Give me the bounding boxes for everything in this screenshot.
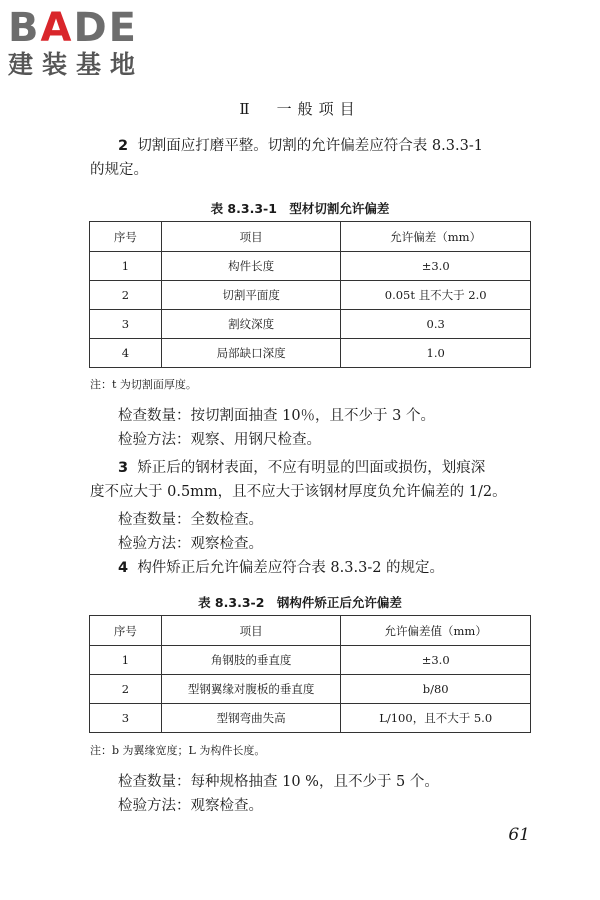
table-cell: 3 (90, 310, 162, 339)
table-1-caption: 表 8.3.3-1 型材切割允许偏差 (210, 201, 390, 216)
page-number: 61 (508, 825, 530, 845)
table-cell: 1.0 (341, 339, 531, 368)
logo-letter-a: A (40, 5, 74, 51)
table-cell: 2 (90, 281, 162, 310)
paragraph-4-text: 构件矫正后允许偏差应符合表 8.3.3-2 的规定。 (137, 560, 445, 576)
paragraph-3-number: 3 (118, 460, 129, 476)
table-1 (89, 221, 531, 368)
table-cell: ±3.0 (341, 252, 531, 281)
table-2-caption: 表 8.3.3-2 钢构件矫正后允许偏差 (198, 595, 402, 610)
check-quantity-2: 检查数量：全数检查。 (118, 512, 263, 528)
table-cell: L/100，且不大于 5.0 (341, 704, 531, 733)
table-cell: 4 (90, 339, 162, 368)
table-2-header-row (90, 616, 531, 646)
check-quantity-3: 检查数量：每种规格抽查 10 %，且不少于 5 个。 (118, 774, 439, 790)
section-title: Ⅱ 一般项目 (239, 100, 361, 118)
table-row (90, 281, 531, 310)
table-2-header-tolerance: 允许偏差值（mm） (341, 616, 531, 646)
check-quantity-1: 检查数量：按切割面抽查 10％，且不少于 3 个。 (118, 408, 436, 424)
table-row (90, 252, 531, 281)
paragraph-3 (90, 456, 560, 504)
table-cell: ±3.0 (341, 646, 531, 675)
table-1-header-no: 序号 (90, 222, 162, 252)
paragraph-2-text: 切割面应打磨平整。切割的允许偏差应符合表 8.3.3-1 (137, 138, 483, 154)
paragraph-4-number: 4 (118, 560, 129, 576)
table-row (90, 675, 531, 704)
paragraph-4 (90, 556, 560, 580)
brand-logo (8, 6, 178, 80)
table-1-header-item: 项目 (161, 222, 341, 252)
table-2-header-no: 序号 (90, 616, 162, 646)
table-cell: 3 (90, 704, 162, 733)
table-cell: b/80 (341, 675, 531, 704)
table-1-header-tolerance: 允许偏差（mm） (341, 222, 531, 252)
table-2 (89, 615, 531, 733)
check-block-3 (90, 770, 560, 818)
table-cell: 型钢弯曲失高 (161, 704, 341, 733)
table-cell: 2 (90, 675, 162, 704)
table-row (90, 310, 531, 339)
table-1-header-row (90, 222, 531, 252)
table-cell: 角钢肢的垂直度 (161, 646, 341, 675)
table-1-note: 注：t 为切割面厚度。 (90, 378, 197, 391)
table-cell: 0.05t 且不大于 2.0 (341, 281, 531, 310)
table-cell: 1 (90, 646, 162, 675)
table-cell: 切割平面度 (161, 281, 341, 310)
check-block-2 (90, 508, 560, 556)
paragraph-3-text-cont: 度不应大于 0.5mm，且不应大于该钢材厚度负允许偏差的 1/2。 (90, 484, 507, 500)
logo-letter-b: B (8, 5, 41, 51)
table-2-header-item: 项目 (161, 616, 341, 646)
table-cell: 割纹深度 (161, 310, 341, 339)
check-method-2: 检验方法：观察检查。 (118, 536, 263, 552)
table-row (90, 646, 531, 675)
logo-subtitle: 建装基地 (8, 50, 145, 79)
logo-wordmark (8, 6, 178, 50)
table-row (90, 704, 531, 733)
table-cell: 局部缺口深度 (161, 339, 341, 368)
table-cell: 1 (90, 252, 162, 281)
check-method-3: 检验方法：观察检查。 (118, 798, 263, 814)
check-method-1: 检验方法：观察、用钢尺检查。 (118, 432, 321, 448)
paragraph-2-number: 2 (118, 138, 129, 154)
logo-letters-de: DE (73, 5, 138, 51)
table-2-note: 注：b 为翼缘宽度；L 为构件长度。 (90, 744, 266, 757)
paragraph-3-text: 矫正后的钢材表面，不应有明显的凹面或损伤，划痕深 (137, 460, 486, 476)
paragraph-2 (90, 134, 560, 182)
table-cell: 0.3 (341, 310, 531, 339)
table-cell: 构件长度 (161, 252, 341, 281)
table-cell: 型钢翼缘对腹板的垂直度 (161, 675, 341, 704)
check-block-1 (90, 404, 560, 452)
paragraph-2-text-cont: 的规定。 (90, 162, 148, 178)
table-row (90, 339, 531, 368)
